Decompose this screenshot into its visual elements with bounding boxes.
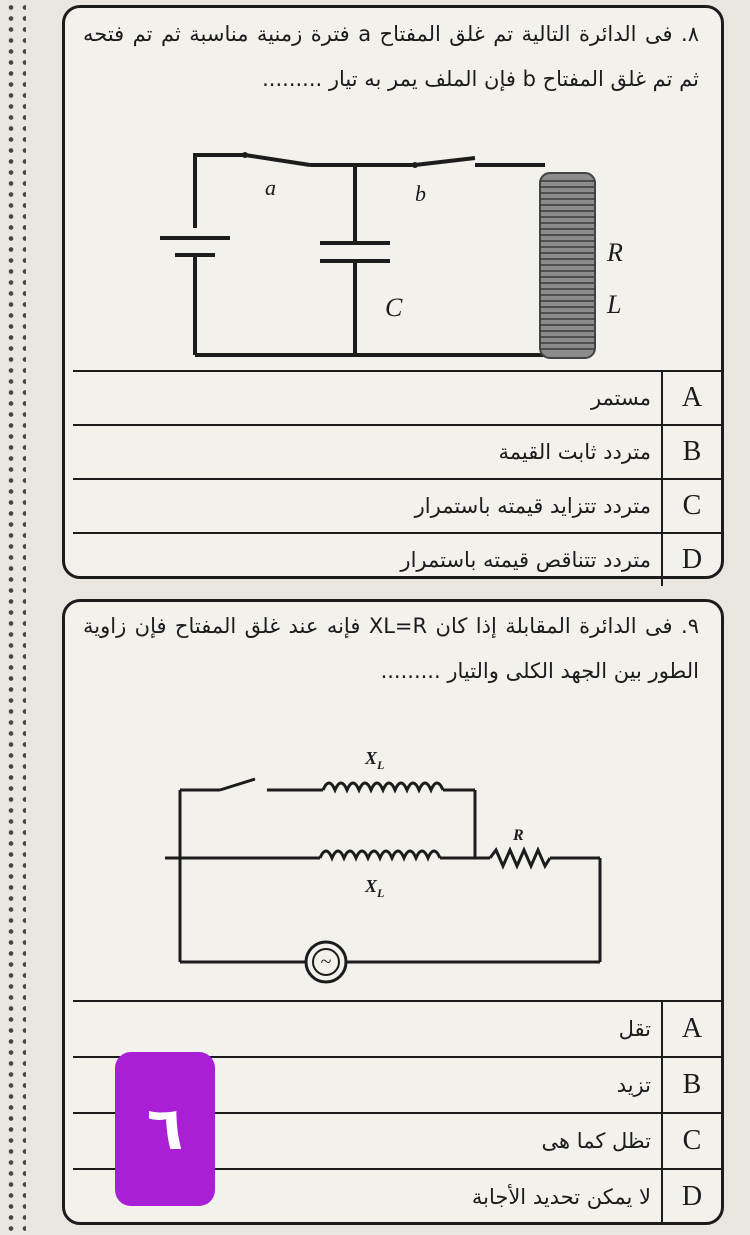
question-8-options [73,370,721,586]
question-9-text [83,604,699,694]
option-text: مستمر [73,372,663,424]
question-9-stem-end: فإنه عند غلق المفتاح فإن زاوية الطور بين الجهد الكلى والتيار ......... [83,614,699,683]
option-text: تزيد [73,1058,663,1112]
question-8-number: ٨. [681,22,699,46]
option-text: متردد تتزايد قيمته باستمرار [73,480,663,532]
binding-dots [0,0,26,1235]
page-number-badge: ٦ [115,1052,215,1206]
option-text: تظل كما هى [73,1114,663,1168]
question-9-number: ٩. [681,614,699,638]
option-row[interactable] [73,372,721,426]
option-letter: B [682,436,702,467]
ac-source-icon: ~ [320,951,332,973]
question-9-stem-start: فى الدائرة المقابلة إذا كان [435,614,673,638]
inductance-label: L [607,290,622,319]
question-8-text [83,12,699,102]
resistor-label: R [513,827,524,844]
option-row[interactable] [73,480,721,534]
circuit-diagram-q8 [145,143,625,368]
option-letter: C [682,1125,702,1156]
xl-top-label: $X_L$ [365,748,385,772]
question-8-stem: فى الدائرة التالية تم غلق المفتاح a فترة زمنية مناسبة ثم تم فتحه ثم تم غلق المفتاح b فإن الملف يمر به تيار ......... [83,22,699,91]
option-text: متردد تتناقص قيمته باستمرار [73,534,663,586]
option-row[interactable] [73,534,721,586]
option-letter: B [682,1069,702,1100]
switch-a-label: a [265,175,276,200]
question-9-condition: XL=R [368,614,428,638]
resistance-label: R [607,238,623,267]
capacitor-label: C [385,293,403,322]
circuit-diagram-q9 [155,742,615,992]
option-row[interactable] [73,426,721,480]
option-letter: D [681,544,703,575]
option-row[interactable] [73,1002,721,1058]
option-letter: D [681,1181,703,1212]
option-letter: A [681,382,703,413]
option-letter: C [682,490,702,521]
option-letter: A [681,1013,703,1044]
option-text: تقل [73,1002,663,1056]
switch-b-label: b [415,181,426,206]
xl-bottom-label: $X_L$ [365,876,385,900]
question-8-card [62,5,724,579]
option-text: لا يمكن تحديد الأجابة [73,1170,663,1224]
option-text: متردد ثابت القيمة [73,426,663,478]
